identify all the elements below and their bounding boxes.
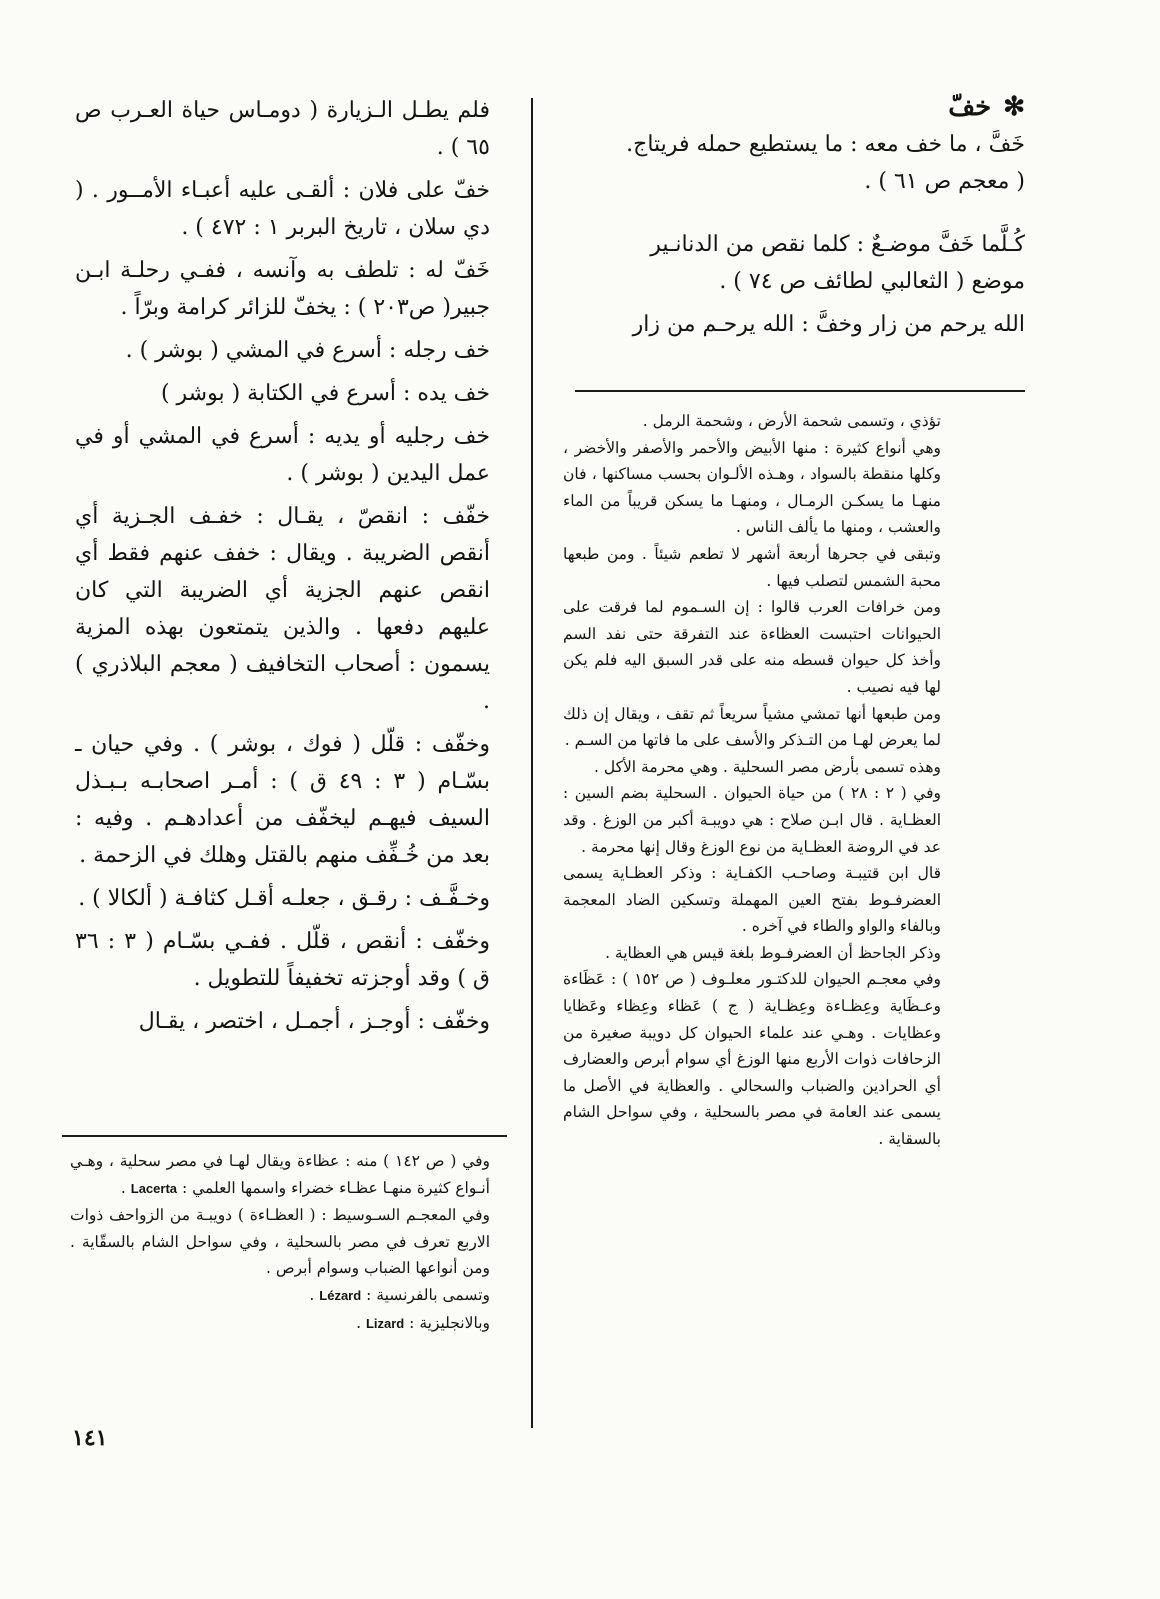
footnote-paragraph: ومن خرافات العرب قالوا : إن السـموم لما فرقت على الحيوانات احتبست العظاءة عند التفرقة حتى نفد السم وأخذ كل حيوان قسطه منه على قدر السبق اليه فلم يكن لها فيه نصيب .: [563, 598, 941, 696]
entry-paragraph: فلم يطـل الـزيارة ( دومـاس حياة العـرب ص ٦٥ ) .: [75, 98, 490, 160]
footnote-paragraph: وفي ( ٢ : ٢٨ ) من حياة الحيوان . السحلية بضم السين : العظـاية . قال ابـن صلاح : هي دويبـة أكبر من الوزغ . وقد عد في الروضة العظـاية من نوع الوزغ وقال إنها محرمة .: [563, 784, 942, 856]
footnote-paragraph: ومن طبعها أنها تمشي مشياً سريعاً ثم تقف ، ويقال إن ذلك لما يعرض لهـا من التـذكر والأسف على ما فاتها من السـم .: [563, 704, 941, 750]
footnote-paragraph: تؤذي ، وتسمى شحمة الأرض ، وشحمة الرمل .: [642, 412, 941, 430]
entry-paragraph: الله يرحم من زار وخفَّ : الله يرحـم من زار: [632, 312, 1025, 337]
entry-paragraph: خفّ على فلان : ألقـى عليه أعبـاء الأمــور . ( دي سلان ، تاريخ البربر ١ : ٤٧٢ ) .: [75, 178, 490, 240]
entry-paragraph: خف رجليه أو يديه : أسرع في المشي أو في عمل اليدين ( بوشر ) .: [75, 424, 490, 486]
entry-heading: [570, 92, 1025, 122]
right-footnotes: [563, 408, 941, 1153]
footnote-paragraph: وتسمى بالفرنسية : Lézard .: [309, 1285, 490, 1304]
right-column: [570, 92, 1025, 349]
latin-term: Lizard: [365, 1315, 405, 1331]
entry-paragraph: خفّف : انقصّ ، يقـال : خفـف الجـزية أي أنقص الضريبة . ويقال : خفف عنهم فقط أي انقص عنهم الجزية أي الضريبة التي كان عليهم دفعها . والذين يتمتعون بهذه المزية يسمون : أصحاب التخافيف ( معجم البلاذري ) .: [75, 504, 490, 714]
entry-paragraph: وخـفَّـف : رقـق ، جعلـه أقـل كثافـة ( ألكالا ) .: [78, 886, 490, 911]
left-footnotes: [70, 1148, 490, 1337]
entry-paragraph: وخفّف : أنقص ، قلّل . ففـي بسّـام ( ٣ : ٣٦ ق ) وقد أوجزته تخفيفاً للتطويل .: [75, 929, 490, 991]
footnote-paragraph: وفي المعجـم السـوسيط : ( العظـاءة ) دويبـة من الزواحف ذوات الاربع تعرف في مصر بالسحلية ، وفي سواحل الشام بالسقّاية . ومن أنواعها الضباب وسوام أبرص .: [70, 1206, 490, 1278]
entry-paragraph: خف رجله : أسرع في المشي ( بوشر ) .: [125, 338, 490, 363]
footnote-paragraph: وفي معجـم الحيوان للدكتـور معلـوف ( ص ١٥٢ ) : عَظَاءة وعـظَاية وعِظـاءة وعِظـاية ( ج ) عَظاء وعِظاء وعَظايا وعظايات . وهـي عند علماء الحيوان كل دويبة صغيرة من الزحافات ذوات الأربع منها الوزغ أي سوام أبرص والعضارف أي الحرادين والضباب والسحالي . والعظاية في الأصل ما يسمى عند العامة في مصر بالسحلية ، وفي سواحل الشام بالسقاية .: [563, 970, 941, 1149]
page-number: ١٤١: [72, 1425, 108, 1451]
asterisk-icon: ✻: [1003, 92, 1025, 122]
entry-paragraph: وخفّف : قلّل ( فوك ، بوشر ) . وفي حيان ـ بسّـام ( ٣ : ٤٩ ق ) : أمـر اصحابـه بـبـذل السيف فيهـم ليخفّف من أعدادهـم . وفيه : بعد من خُـفِّف منهم بالقتل وهلك في الزحمة .: [75, 732, 490, 868]
entry-paragraph: خَفّ له : تلطف به وآنسه ، ففـي رحلـة ابـن جبير( ص٢٠٣ ) : يخفّ للزائر كرامة وبرّاً .: [75, 258, 490, 320]
entry-paragraph: خف يده : أسرع في الكتابة ( بوشر ): [160, 381, 490, 406]
left-column: [75, 92, 490, 1046]
entry-paragraph: خَفَّ ، ما خف معه : ما يستطيع حمله فريتاج. ( معجم ص ٦١ ) .: [626, 132, 1025, 194]
latin-term: Lézard: [319, 1287, 362, 1303]
footnote-paragraph: وفي ( ص ١٤٢ ) منه : عظاءة ويقال لهـا في مصر سحلية ، وهـي أنـواع كثيرة منهـا عظـاء خضراء واسمها العلمي : Lacerta .: [70, 1152, 491, 1197]
heading-word: خفّ: [948, 92, 992, 122]
footnote-divider: [62, 1135, 507, 1137]
footnote-divider: [575, 390, 1025, 392]
footnote-paragraph: وتبقى في جحرها أربعة أشهر لا تطعم شيئاً . ومن طبعها محبة الشمس لتصلب فيها .: [563, 544, 941, 590]
footnote-paragraph: وبالانجليزية : Lizard .: [356, 1313, 490, 1332]
footnote-paragraph: وهي أنواع كثيرة : منها الأبيض والأحمر والأصفر والأخضر ، وكلها منقطة بالسواد ، وهـذه الألـوان بحسب مساكنها ، فان منهـا ما يسكـن الرمـال ، ومنهـا ما يسكن قريباً من الماء والعشب ، ومنها ما يألف الناس .: [563, 438, 941, 537]
footnote-paragraph: وذكر الجاحظ أن العضرفـوط بلغة قيس هي العظاية .: [605, 943, 941, 962]
footnote-paragraph: قال ابن قتيبـة وصاحـب الكفـاية : وذكر العظـاية يسمى العضرفـوط بفتح العين المهملة وتسكين الضاد المعجمة وبالفاء والواو والطاء في آخره .: [563, 864, 941, 936]
latin-term: Lacerta: [130, 1180, 178, 1196]
column-divider: [531, 98, 533, 1428]
footnote-paragraph: وهذه تسمى بأرض مصر السحلية . وهي محرمة الأكل .: [594, 757, 941, 776]
entry-paragraph: وخفّف : أوجـز ، أجمـل ، اختصر ، يقـال: [138, 1009, 490, 1034]
entry-paragraph: كُـلَّما خَفَّ موضـعٌ : كلما نقص من الدنانـير موضع ( الثعالبي لطائف ص ٧٤ ) .: [650, 232, 1025, 294]
